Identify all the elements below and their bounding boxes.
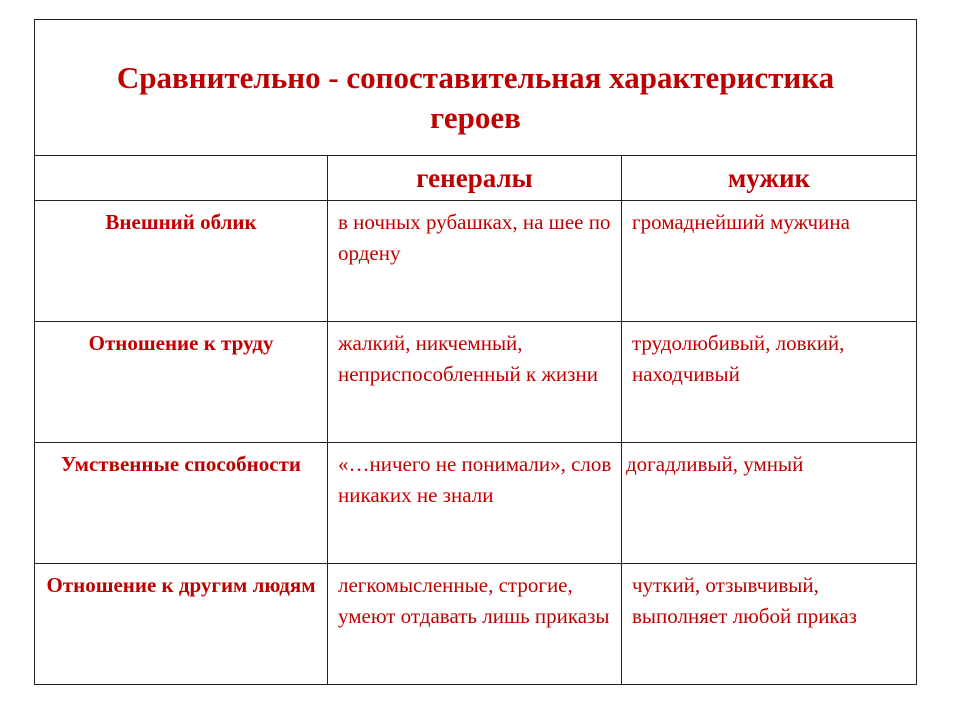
cell-muzhik-people: чуткий, отзывчивый, выполняет любой приказ [622,564,917,685]
title-row [35,20,917,156]
cell-generals-people: легкомысленные, строгие, умеют отдавать лишь приказы [328,564,622,685]
row-label-work: Отношение к труду [35,322,328,443]
cell-generals-appearance: в ночных рубашках, на шее по ордену [328,201,622,322]
cell-muzhik-work: трудолюбивый, ловкий, находчивый [622,322,917,443]
table-row-work [35,322,917,443]
cell-generals-mind: «…ничего не понимали», слов никаких не знали [328,443,622,564]
table-title: Сравнительно - сопоставительная характеристика героев [116,60,835,135]
title-cell [35,20,917,156]
cell-muzhik-mind: догадливый, умный [622,443,917,564]
comparison-table [34,19,917,685]
row-label-appearance: Внешний облик [35,201,328,322]
header-empty-cell [35,156,328,201]
header-row [35,156,917,201]
row-label-people: Отношение к другим людям [35,564,328,685]
row-label-mind: Умственные способности [35,443,328,564]
cell-generals-work: жалкий, никчемный, неприспособленный к жизни [328,322,622,443]
table-row-mind [35,443,917,564]
column-header-muzhik: мужик [622,156,917,201]
table-row-people [35,564,917,685]
cell-muzhik-appearance: громаднейший мужчина [622,201,917,322]
table-row-appearance [35,201,917,322]
column-header-generals: генералы [328,156,622,201]
